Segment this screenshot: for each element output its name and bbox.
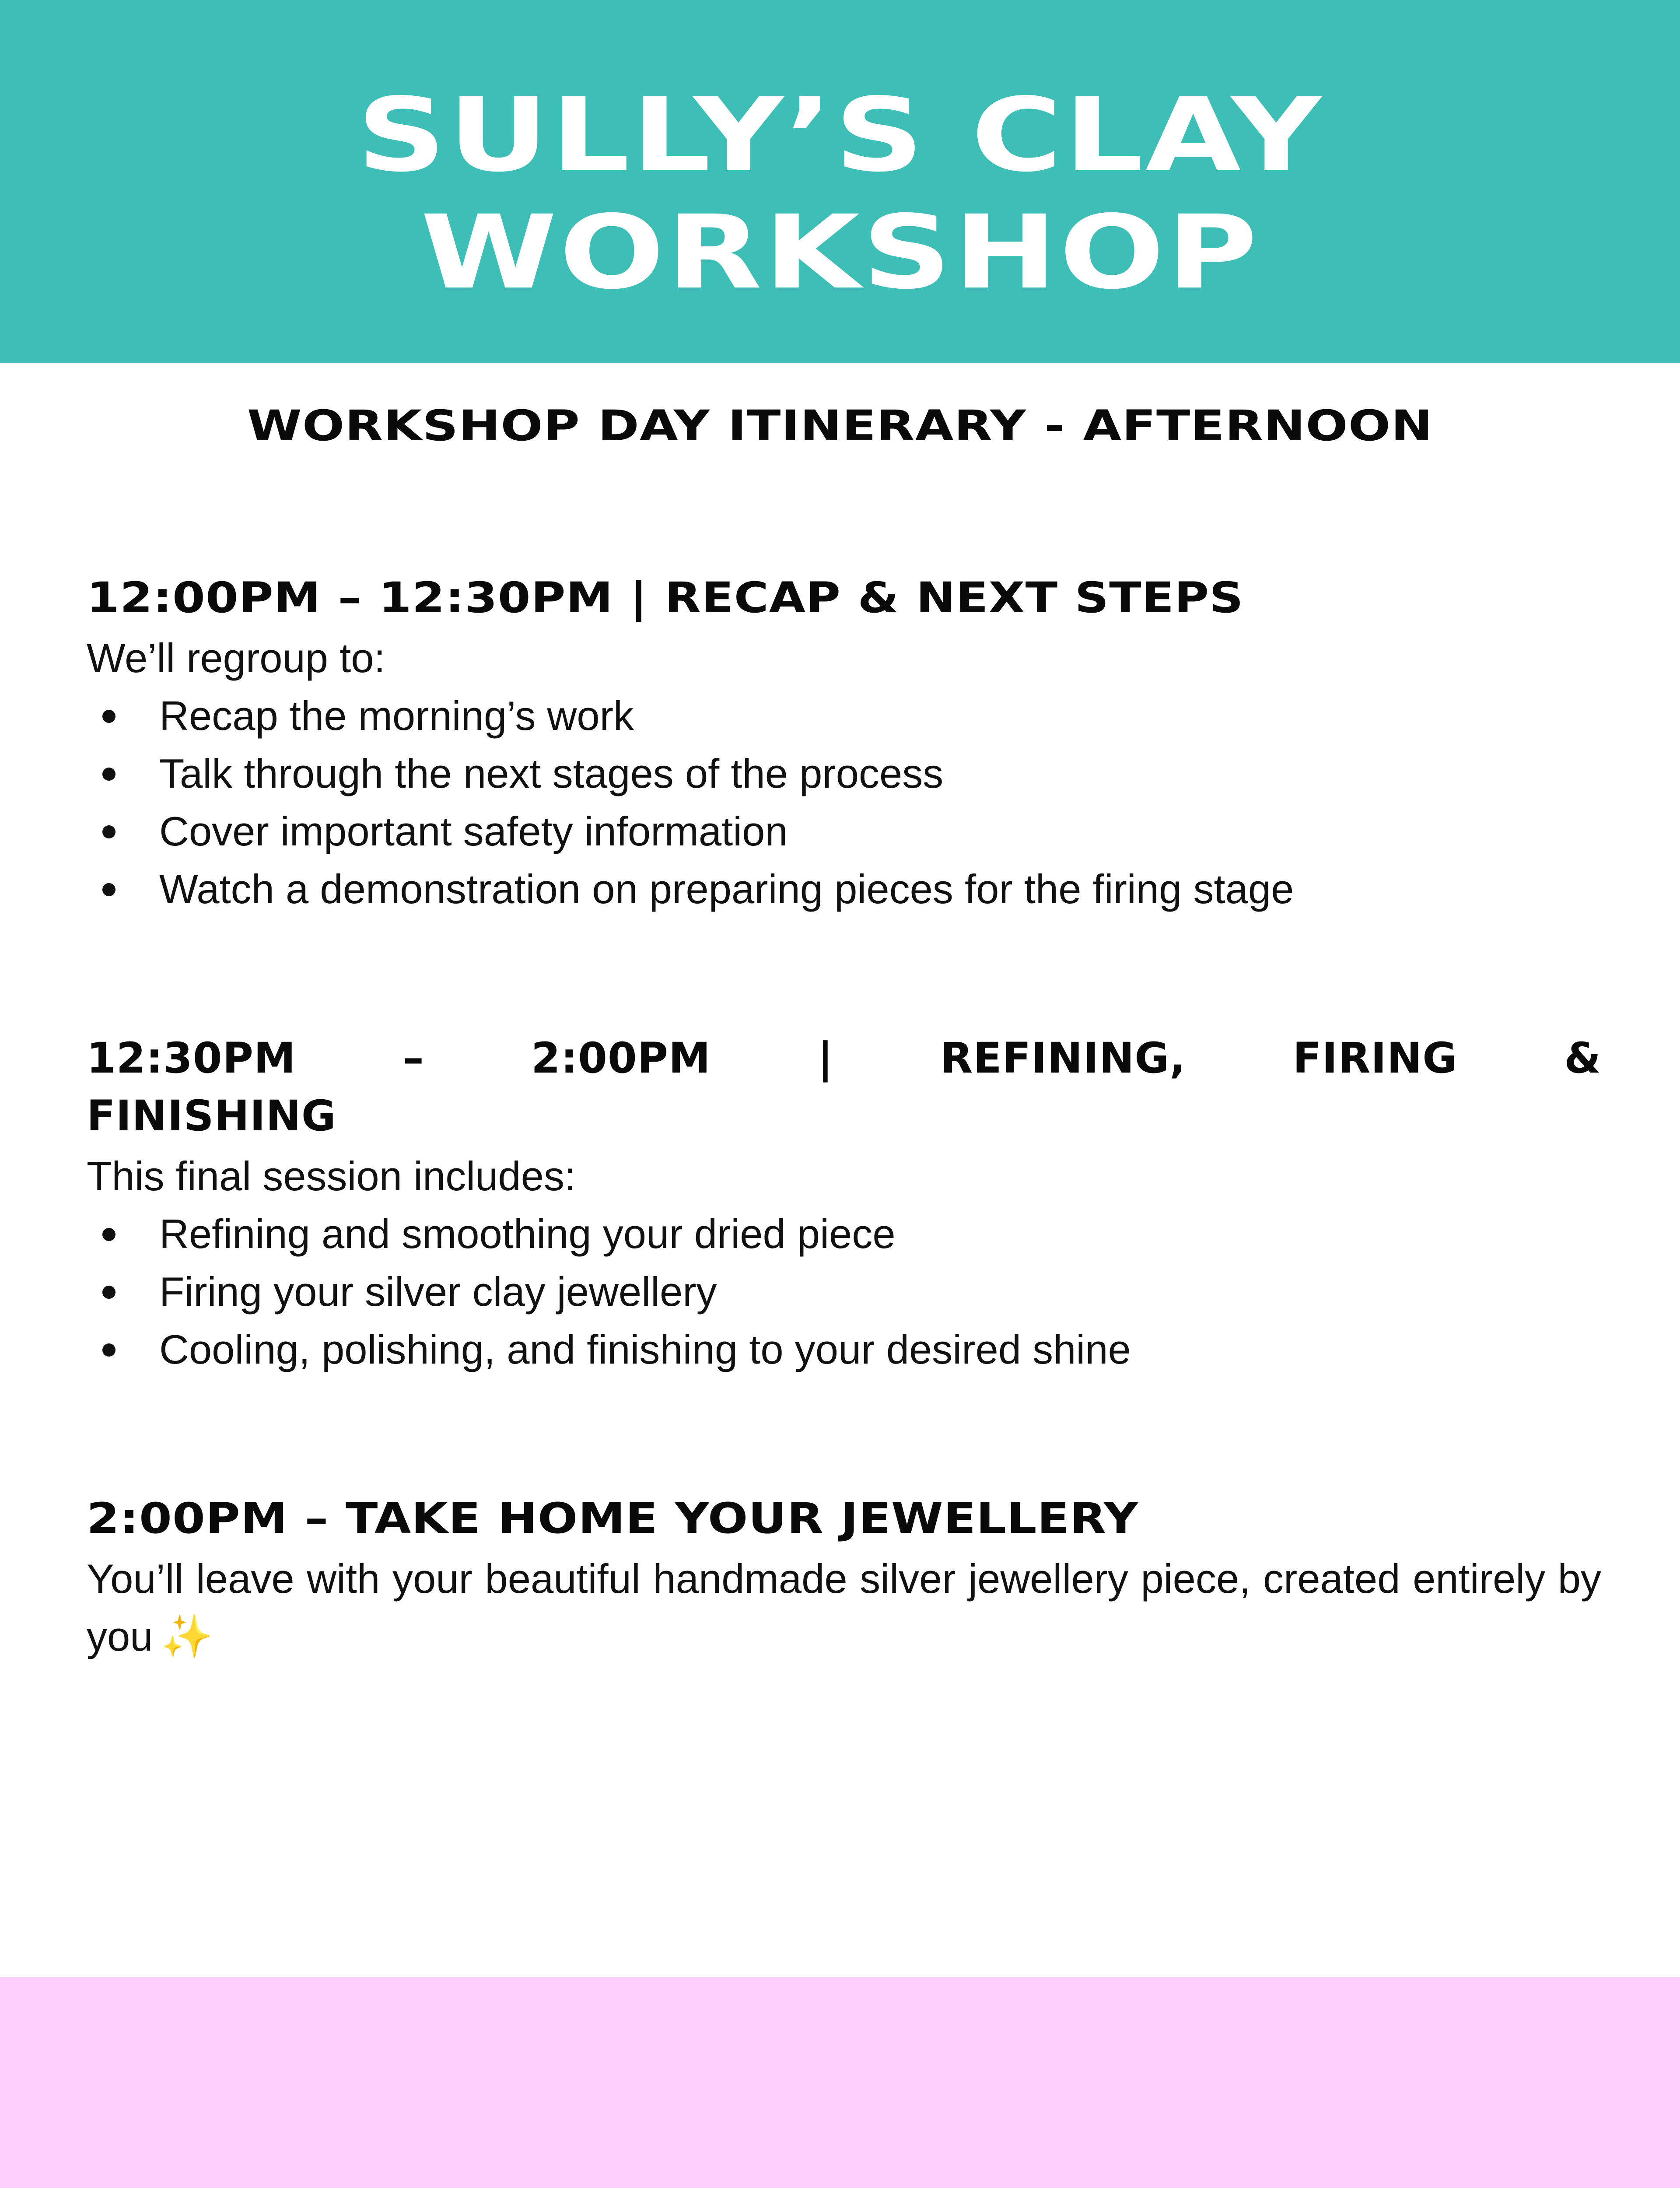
bullet-dot-icon xyxy=(102,1286,116,1299)
footer-band xyxy=(0,1977,1680,2188)
itinerary-subtitle: WORKSHOP DAY ITINERARY - AFTERNOON xyxy=(247,401,1433,450)
list-item: Talk through the next stages of the process xyxy=(87,745,1601,803)
section-heading: 12:00PM – 12:30PM | RECAP & NEXT STEPS xyxy=(87,573,1244,622)
sparkles-icon: ✨ xyxy=(161,1613,214,1660)
section-heading: 2:00PM – TAKE HOME YOUR JEWELLERY xyxy=(87,1494,1139,1543)
bullet-dot-icon xyxy=(102,710,116,723)
page-title xyxy=(0,77,1680,311)
bullet-list xyxy=(87,1205,1601,1378)
list-item: Cooling, polishing, and finishing to your desired shine xyxy=(87,1321,1601,1378)
section-heading xyxy=(87,1029,1601,1145)
title-line-2: WORKSHOP xyxy=(420,193,1260,312)
list-item: Refining and smoothing your dried piece xyxy=(87,1205,1601,1263)
bullet-list xyxy=(87,687,1601,918)
bullet-dot-icon xyxy=(102,883,116,896)
title-line-1: SULLY’S CLAY xyxy=(357,76,1323,194)
section-heading-line-1: 12:30PM – 2:00PM | REFINING, FIRING & xyxy=(87,1034,1601,1083)
list-item: Firing your silver clay jewellery xyxy=(87,1263,1601,1321)
bullet-dot-icon xyxy=(102,1343,116,1357)
list-item: Recap the morning’s work xyxy=(87,687,1601,745)
bullet-dot-icon xyxy=(102,768,116,781)
section-refining xyxy=(87,1029,1601,1378)
list-item: Cover important safety information xyxy=(87,803,1601,860)
bullet-dot-icon xyxy=(102,825,116,838)
list-item: Watch a demonstration on preparing pieces for the firing stage xyxy=(87,860,1601,918)
section-intro: This final session includes: xyxy=(87,1153,576,1199)
section-intro: We’ll regroup to: xyxy=(87,635,385,681)
section-take-home xyxy=(87,1490,1601,1666)
section-recap xyxy=(87,569,1601,918)
closing-text: You’ll leave with your beautiful handmade silver jewellery piece, created entirely by you ✨ xyxy=(87,1550,1601,1666)
section-heading-line-2: FINISHING xyxy=(87,1091,336,1140)
bullet-dot-icon xyxy=(102,1228,116,1241)
